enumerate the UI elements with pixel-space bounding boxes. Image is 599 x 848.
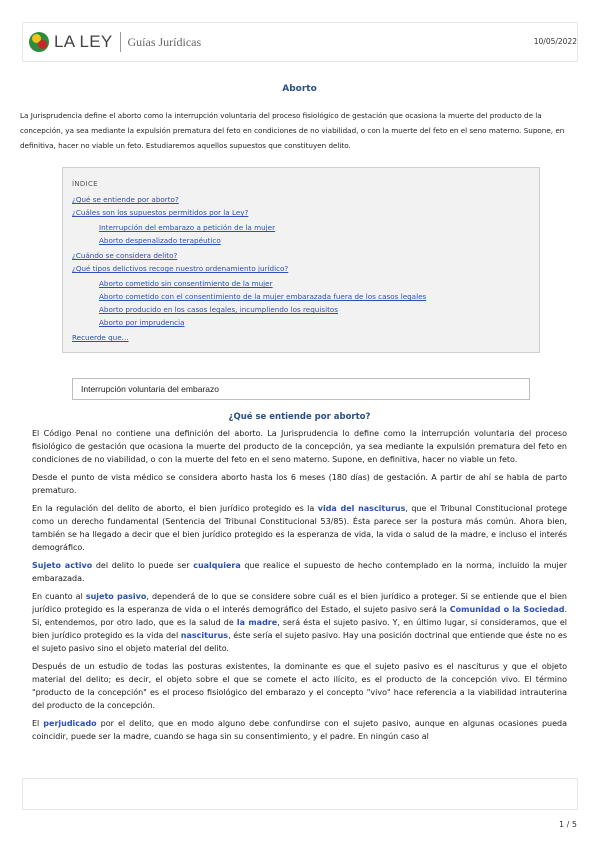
page-header: [22, 22, 578, 62]
toc-link-interrupcion-peticion[interactable]: Interrupción del embarazo a petición de la mujer: [99, 223, 276, 232]
toc-link-supuestos-permitidos[interactable]: ¿Cuáles son los supuestos permitidos por la Ley?: [72, 208, 249, 217]
article-body: [32, 427, 567, 748]
text-run: , éste sería el sujeto pasivo. Hay una posición doctrinal que entiende que éste no es el sujeto pasivo sino el objeto material del delito.: [32, 631, 567, 653]
paragraph-7: [32, 717, 567, 743]
text-run: , que el Tribunal Constitucional protege como un derecho fundamental (Sentencia del Tribunal Constitucional 53/85). Ésta parece ser la postura más común. Ahora bien, también se ha llegado a decir que el bien jurídico protegido es la esperanza de vida, la vida o salud de la madre, e incluso el interés demográfico.: [32, 504, 568, 552]
document-date: 10/05/2022: [533, 37, 577, 46]
brand-name: LA LEY: [54, 32, 113, 51]
paragraph-4: [32, 559, 567, 585]
brand-subtitle: Guías Jurídicas: [127, 34, 202, 49]
highlight-term: nasciturus: [180, 631, 229, 640]
text-run: por el delito, que en modo alguno debe confundirse con el sujeto pasivo, aunque en algunas ocasiones pueda coincidir, puede ser la madre, cuando se haga sin su consentimiento, y el padre. En ningún caso al: [32, 719, 567, 741]
section-title: ¿Qué se entiende por aborto?: [228, 412, 371, 422]
text-run: del delito lo puede ser: [92, 561, 194, 570]
toc-link-tipos-delictivos[interactable]: ¿Qué tipos delictivos recoge nuestro ordenamiento jurídico?: [72, 264, 289, 273]
toc-link-casos-legales[interactable]: Aborto producido en los casos legales, incumpliendo los requisitos: [99, 305, 339, 314]
toc-link-imprudencia[interactable]: Aborto por imprudencia: [99, 318, 185, 327]
toc-link-sin-consentimiento[interactable]: Aborto cometido sin consentimiento de la mujer: [99, 279, 273, 288]
highlight-term: cualquiera: [193, 561, 241, 570]
la-ley-logo: [29, 31, 201, 53]
text-run: El: [32, 719, 44, 728]
highlight-term: sujeto pasivo: [85, 592, 147, 601]
text-run: , será ésta el sujeto pasivo. Y, en último lugar, si consideramos, que el bien jurídico protegido es la vida del: [32, 618, 568, 640]
toc-link-cuando-delito[interactable]: ¿Cuándo se considera delito?: [72, 251, 178, 260]
paragraph-5: [32, 590, 567, 655]
intro-paragraph: La Jurisprudencia define el aborto como la interrupción voluntaria del proceso fisiológico de gestación que ocasiona la muerte del producto de la concepción, ya sea mediante la expulsión prematura del feto en condiciones de no viabilidad, o con la muerte del feto en el seno materno. Supone, en definitiva, hacer no viable un feto. Estudiaremos aquellos supuestos que constituyen delito.: [20, 111, 565, 150]
highlight-term: Sujeto activo: [32, 561, 93, 570]
topic-banner: Interrupción voluntaria del embarazo: [72, 378, 530, 400]
toc-heading: ÍNDICE: [72, 180, 98, 188]
paragraph-3: [32, 502, 567, 554]
text-run: . Si, entendemos, por otro lado, que es la salud de: [32, 605, 568, 627]
table-of-contents: [62, 167, 540, 353]
toc-link-que-se-entiende[interactable]: ¿Qué se entiende por aborto?: [72, 195, 179, 204]
text-run: En cuanto al: [32, 592, 86, 601]
la-ley-emblem-icon: [29, 32, 49, 52]
text-run: que realice el supuesto de hecho contemplado en la norma, incluido la mujer embarazada.: [32, 561, 567, 583]
highlight-term: la madre: [236, 618, 278, 627]
highlight-term: Comunidad o la Sociedad: [449, 605, 565, 614]
toc-link-recuerde[interactable]: Recuerde que...: [72, 333, 129, 342]
highlight-term: perjudicado: [43, 719, 97, 728]
page-title: Aborto: [282, 84, 317, 94]
highlight-term: vida del nasciturus: [317, 504, 406, 513]
paragraph-6: Después de un estudio de todas las posturas existentes, la dominante es que el sujeto pasivo es el nasciturus y que el objeto material del delito; es decir, el objeto sobre el que se comete el acto ilícito, es el producto de la concepción vivo. El término "producto de la concepción" es el proceso fisiológico del embarazo y el concepto "vivo" hace referencia a la viabilidad intrauterina del producto de la concepción.: [32, 662, 567, 710]
page-footer: [22, 778, 578, 810]
toc-link-con-consentimiento[interactable]: Aborto cometido con el consentimiento de la mujer embarazada fuera de los casos legales: [99, 292, 427, 301]
paragraph-1: El Código Penal no contiene una definición del aborto. La Jurisprudencia lo define como la interrupción voluntaria del proceso fisiológico de gestación que ocasiona la muerte del producto de la concepción, ya sea mediante la expulsión prematura del feto en condiciones de no viabilidad, o con la muerte del feto en el seno materno. Supone, en definitiva, hacer no viable un feto.: [32, 429, 567, 464]
paragraph-2: Desde el punto de vista médico se considera aborto hasta los 6 meses (180 días) de gestación. A partir de ahí se habla de parto prematuro.: [32, 473, 567, 495]
text-run: , dependerá de lo que se considere sobre cuál es el bien jurídico a proteger. Si se entiende que el bien jurídico protegido es la esperanza de vida o el interés demográfico del Estado, el sujeto pasivo será la: [32, 592, 567, 614]
logo-divider: [120, 32, 121, 52]
page-number: 1 / 5: [559, 820, 577, 829]
toc-link-aborto-terapeutico[interactable]: Aborto despenalizado terapéutico: [99, 236, 221, 245]
text-run: En la regulación del delito de aborto, el bien jurídico protegido es la: [32, 504, 318, 513]
